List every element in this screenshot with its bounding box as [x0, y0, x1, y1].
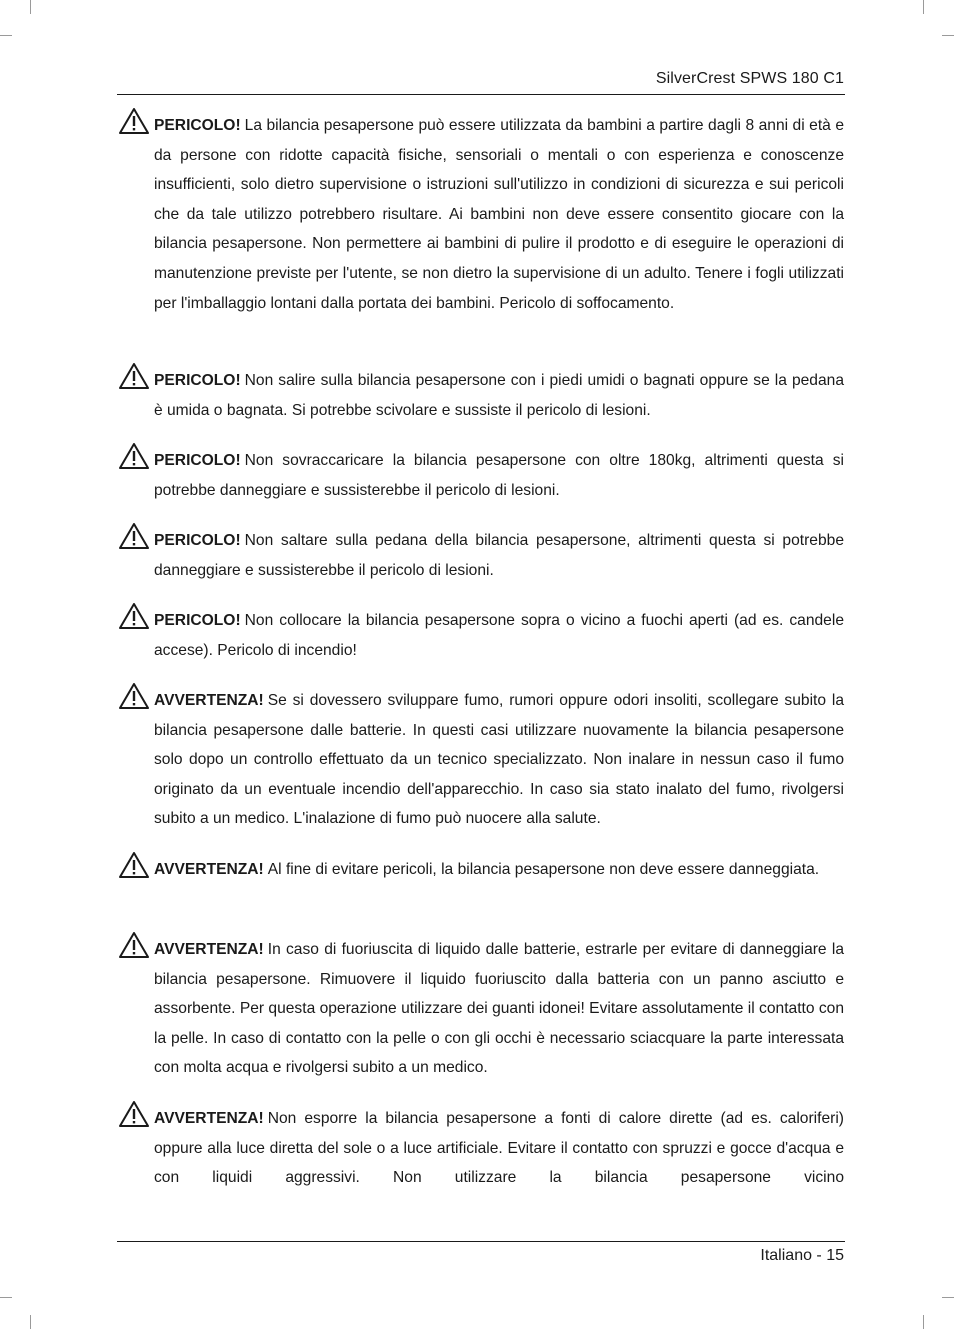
warning-text: Se si dovessero sviluppare fumo, rumori oppure odori insoliti, scollegare subito la bilancia pesapersone dalle batterie. In questi casi utilizzare nuovamente la bilancia pesapersone solo dopo un controllo effettuato da un tecnico specializzato. Non inalare in nessun caso il fumo originato da un eventuale incendio dell'apparecchio. In caso sia stato inalato del fumo, rivolgersi subito a un medico. L'inalazione di fumo può nuocere alla salute.	[154, 692, 844, 828]
warning-block	[118, 526, 844, 585]
warning-text: Non esporre la bilancia pesapersone a fonti di calore dirette (ad es. caloriferi) oppure alla luce diretta del sole o a luce artificiale. Evitare il contatto con spruzzi e gocce d'acqua e con liquidi aggressivi. Non utilizzare la bilancia pesapersone vicino	[154, 1110, 844, 1187]
crop-mark	[942, 1297, 954, 1298]
crop-mark	[942, 35, 954, 36]
warning-block	[118, 686, 844, 834]
warning-triangle-icon	[118, 1100, 150, 1128]
warning-triangle-icon	[118, 362, 150, 390]
header-title: SilverCrest SPWS 180 C1	[655, 70, 844, 87]
crop-mark	[30, 1315, 31, 1329]
warning-label: AVVERTENZA!	[154, 692, 264, 709]
warning-label: PERICOLO!	[154, 452, 241, 469]
warning-triangle-icon	[118, 851, 150, 879]
warning-text: Al fine di evitare pericoli, la bilancia pesapersone non deve essere danneggiata.	[267, 861, 820, 878]
warning-block	[118, 111, 844, 318]
warning-triangle-icon	[118, 602, 150, 630]
crop-mark	[0, 35, 12, 36]
warning-text: Non collocare la bilancia pesapersone sopra o vicino a fuochi aperti (ad es. candele accese). Pericolo di incendio!	[154, 612, 844, 659]
warning-text: La bilancia pesapersone può essere utilizzata da bambini a partire dagli 8 anni di età e da persone con ridotte capacità fisiche, sensoriali o mentali o con esperienza e conoscenze insufficienti, solo dietro supervisione o istruzioni sull'utilizzo in condizioni di sicurezza e sui pericoli che da tale utilizzo potrebbero risultare. Ai bambini non deve essere consentito giocare con la bilancia pesapersone. Non permettere ai bambini di pulire il prodotto e di eseguire le operazioni di manutenzione previste per l'utente, se non dietro la supervisione di un adulto. Tenere i fogli utilizzati per l'imballaggio lontani dalla portata dei bambini. Pericolo di soffocamento.	[154, 117, 844, 312]
warning-block	[118, 855, 844, 885]
warning-triangle-icon	[118, 931, 150, 959]
warning-text: In caso di fuoriuscita di liquido dalle batterie, estrarle per evitare di danneggiare la bilancia pesapersone. Rimuovere il liquido fuoriuscito dalla batteria con un panno asciutto e assorbente. Per questa operazione utilizzare dei guanti idonei! Evitare assolutamente il contatto con la pelle. In caso di contatto con la pelle o con gli occhi è necessario sciacquare la parte interessata con molta acqua e rivolgersi subito a un medico.	[154, 941, 845, 1077]
warning-block	[118, 366, 844, 425]
warning-text: Non salire sulla bilancia pesapersone con i piedi umidi o bagnati oppure se la pedana è umida o bagnata. Si potrebbe scivolare e sussiste il pericolo di lesioni.	[154, 372, 844, 419]
warning-triangle-icon	[118, 682, 150, 710]
crop-mark	[0, 1297, 12, 1298]
warning-label: PERICOLO!	[154, 532, 241, 549]
warning-text: Non saltare sulla pedana della bilancia pesapersone, altrimenti questa si potrebbe danneggiare e sussisterebbe il pericolo di lesioni.	[154, 532, 844, 579]
warning-block	[118, 935, 844, 1083]
crop-mark	[923, 0, 924, 14]
header-rule	[117, 94, 845, 95]
crop-mark	[30, 0, 31, 14]
warning-triangle-icon	[118, 442, 150, 470]
warning-text: Non sovraccaricare la bilancia pesapersone con oltre 180kg, altrimenti questa si potrebbe danneggiare e sussisterebbe il pericolo di lesioni.	[154, 452, 844, 499]
footer-rule	[117, 1241, 845, 1242]
warning-triangle-icon	[118, 522, 150, 550]
page-number: Italiano - 15	[760, 1247, 844, 1264]
warning-label: PERICOLO!	[154, 612, 241, 629]
crop-mark	[923, 1315, 924, 1329]
warning-label: PERICOLO!	[154, 372, 241, 389]
warning-label: PERICOLO!	[154, 117, 241, 134]
warning-block	[118, 606, 844, 665]
warning-label: AVVERTENZA!	[154, 941, 264, 958]
warning-label: AVVERTENZA!	[154, 861, 264, 878]
warning-block	[118, 446, 844, 505]
warning-label: AVVERTENZA!	[154, 1110, 264, 1127]
warning-triangle-icon	[118, 107, 150, 135]
warning-block	[118, 1104, 844, 1193]
